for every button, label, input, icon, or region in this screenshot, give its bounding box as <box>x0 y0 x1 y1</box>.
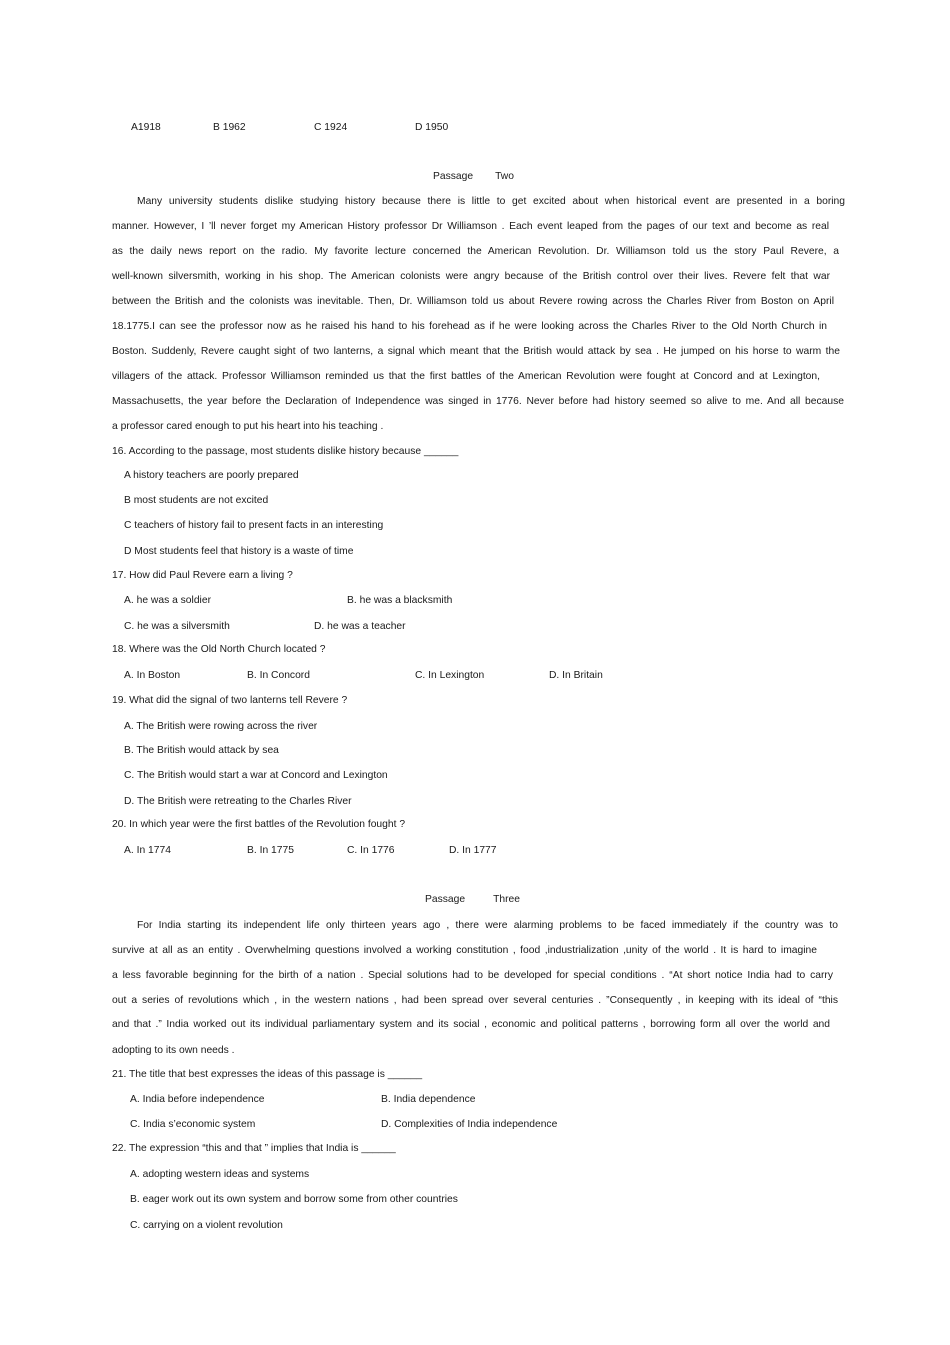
question-18-option-d[interactable]: D. In Britain <box>549 670 603 681</box>
question-18-option-b[interactable]: B. In Concord <box>247 670 310 681</box>
question-22-stem: 22. The expression “this and that ” implies that India is ______ <box>112 1143 396 1154</box>
passage-two-heading-word: Passage <box>433 171 474 182</box>
passage-three-heading-word: Passage <box>425 894 466 905</box>
passage-two-line: Boston. Suddenly, Revere caught sight of two lanterns, a signal which meant that the British would attack by sea . He jumped on his horse to warm the <box>112 346 840 357</box>
question-18-stem: 18. Where was the Old North Church located ? <box>112 644 326 655</box>
question-16-option-b[interactable]: B most students are not excited <box>124 495 269 506</box>
question-21-option-d[interactable]: D. Complexities of India independence <box>381 1119 558 1130</box>
question-17-option-c[interactable]: C. he was a silversmith <box>124 621 230 632</box>
passage-two-line: as the daily news report on the radio. My favorite lecture concerned the American Revolution. Dr. Williamson told us the story Paul Revere, a <box>112 246 839 257</box>
question-17-stem: 17. How did Paul Revere earn a living ? <box>112 570 293 581</box>
passage-two-line: villagers of the attack. Professor Williamson reminded us that the first battles of the American Revolution were fought at Concord and at Lexington, <box>112 371 820 382</box>
question-22-option-c[interactable]: C. carrying on a violent revolution <box>130 1220 283 1231</box>
question-17-option-d[interactable]: D. he was a teacher <box>314 621 406 632</box>
passage-two-line: 18.1775.I can see the professor now as he raised his hand to his forehead as if he were looking across the Charles River to the Old North Church in <box>112 321 827 332</box>
question-21-option-a[interactable]: A. India before independence <box>130 1094 265 1105</box>
question-19-option-c[interactable]: C. The British would start a war at Concord and Lexington <box>124 770 388 781</box>
passage-two-line: well-known silversmith, working in his shop. The American colonists were angry because of the British control over their lives. Revere felt that war <box>112 271 830 282</box>
question-19-option-a[interactable]: A. The British were rowing across the river <box>124 721 318 732</box>
question-21-option-b[interactable]: B. India dependence <box>381 1094 476 1105</box>
question-19-option-d[interactable]: D. The British were retreating to the Charles River <box>124 796 352 807</box>
passage-two-heading-num: Two <box>495 171 514 182</box>
question-20-option-c[interactable]: C. In 1776 <box>347 845 395 856</box>
prev-option-c: C 1924 <box>314 122 348 133</box>
passage-three-line: survive at all as an entity . Overwhelming questions involved a working constitution , food ,industrialization ,unity of the world . It is hard to imagine <box>112 945 817 956</box>
passage-three-line: and that .” India worked out its individual parliamentary system and its social , economic and political patterns , borrowing form all over the world and <box>112 1019 830 1030</box>
question-17-option-a[interactable]: A. he was a soldier <box>124 595 211 606</box>
question-16-option-c[interactable]: C teachers of history fail to present facts in an interesting <box>124 520 384 531</box>
question-16-option-d[interactable]: D Most students feel that history is a waste of time <box>124 546 354 557</box>
passage-two-line: Many university students dislike studying history because there is little to get excited about when historical event are presented in a boring <box>137 196 845 207</box>
prev-option-d: D 1950 <box>415 122 449 133</box>
passage-three-heading-num: Three <box>493 894 520 905</box>
question-20-stem: 20. In which year were the first battles of the Revolution fought ? <box>112 819 406 830</box>
prev-option-b: B 1962 <box>213 122 246 133</box>
passage-two-line: between the British and the colonists was inevitable. Then, Dr. Williamson told us about Revere rowing across the Charles River from Boston on April <box>112 296 834 307</box>
question-22-option-b[interactable]: B. eager work out its own system and borrow some from other countries <box>130 1194 458 1205</box>
passage-three-line: a less favorable beginning for the birth of a nation . Special solutions had to be developed for special conditions . “At short notice India had to carry <box>112 970 833 981</box>
passage-three-line: For India starting its independent life only thirteen years ago , there were alarming problems to be faced immediately if the country was to <box>137 920 838 931</box>
question-19-option-b[interactable]: B. The British would attack by sea <box>124 745 279 756</box>
passage-three-heading <box>425 893 520 907</box>
passage-two-line: Massachusetts, the year before the Declaration of Independence was singed in 1776. Never before had history seemed so alive to me. And all because <box>112 396 844 407</box>
question-20-option-d[interactable]: D. In 1777 <box>449 845 497 856</box>
passage-two-line: a professor cared enough to put his heart into his teaching . <box>112 421 384 432</box>
passage-two-line: manner. However, I ’ll never forget my American History professor Dr Williamson . Each event leaped from the pages of our text and become as real <box>112 221 829 232</box>
passage-three-line: out a series of revolutions which , in the western nations , had been spread over several centuries . ”Consequently , in keeping with its ideal of “this <box>112 995 838 1006</box>
question-18-option-c[interactable]: C. In Lexington <box>415 670 485 681</box>
question-22-option-a[interactable]: A. adopting western ideas and systems <box>130 1169 310 1180</box>
passage-three-line: adopting to its own needs . <box>112 1045 235 1056</box>
question-20-option-a[interactable]: A. In 1774 <box>124 845 171 856</box>
question-16-option-a[interactable]: A history teachers are poorly prepared <box>124 470 299 481</box>
question-17-option-b[interactable]: B. he was a blacksmith <box>347 595 453 606</box>
question-19-stem: 19. What did the signal of two lanterns tell Revere ? <box>112 695 348 706</box>
passage-two-heading <box>433 170 514 184</box>
question-21-stem: 21. The title that best expresses the ideas of this passage is ______ <box>112 1069 423 1080</box>
prev-option-a: A1918 <box>131 122 161 133</box>
question-21-option-c[interactable]: C. India s’economic system <box>130 1119 256 1130</box>
question-18-option-a[interactable]: A. In Boston <box>124 670 181 681</box>
question-20-option-b[interactable]: B. In 1775 <box>247 845 294 856</box>
question-16-stem: 16. According to the passage, most students dislike history because ______ <box>112 446 459 457</box>
